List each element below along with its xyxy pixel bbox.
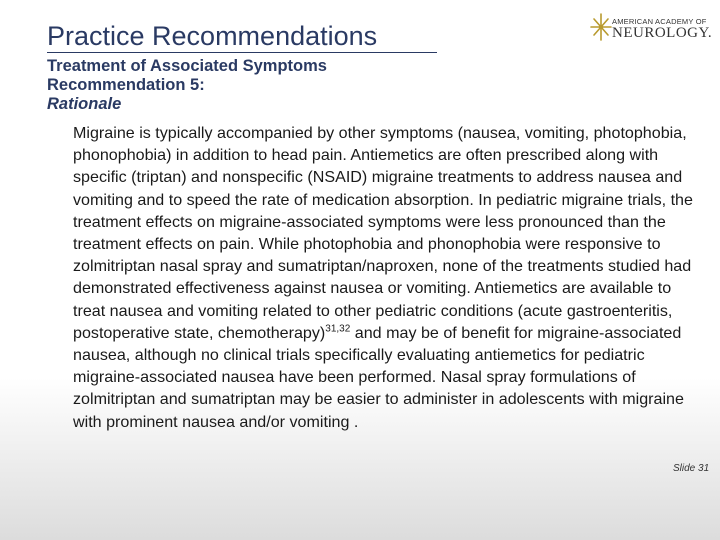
paragraph-text-2: and may be of benefit for migraine-associated nausea, although no clinical trials specifically evaluating antiemetics for pediatric migraine-associated nausea have been performed. Nasal spray formulations of zolmitriptan and sumatriptan may be easier to administer in adolescents with migraine with prominent nausea and/or vomiting . [73, 323, 684, 431]
citation-superscript: 31,32 [325, 323, 351, 335]
slide-number: Slide 31 [673, 463, 710, 474]
paragraph-text-1: Migraine is typically accompanied by other symptoms (nausea, vomiting, photophobia, phonophobia) in addition to head pain. Antiemetics are often prescribed along with specific (triptan) and nonspecific (NSAID) migraine treatments to address nausea and vomiting and to speed the rate of medication absorption. In pediatric migraine trials, the treatment effects on migraine-associated symptoms were less pronounced than the treatment effects on pain. While photophobia and phonophobia were responsive to zolmitriptan nasal spray and sumatriptan/naproxen, none of the treatments studied had demonstrated effectiveness against nausea or vomiting. Antiemetics are available to treat nausea and vomiting related to other pediatric conditions (acute gastroenteritis, postoperative state, chemotherapy) [73, 124, 693, 342]
aan-logo [590, 12, 713, 52]
logo-line-2: NEUROLOGY. [612, 25, 713, 41]
subtitle-rationale: Rationale [47, 95, 122, 113]
logo-line-1: AMERICAN ACADEMY OF [612, 17, 707, 26]
star-icon [590, 12, 612, 42]
rationale-paragraph [73, 122, 693, 433]
subtitle-topic: Treatment of Associated Symptoms [47, 57, 327, 75]
subtitle-recommendation: Recommendation 5: [47, 76, 205, 94]
page-title: Practice Recommendations [47, 21, 378, 51]
title-underline [47, 52, 437, 53]
slide-subtitle [47, 57, 327, 114]
